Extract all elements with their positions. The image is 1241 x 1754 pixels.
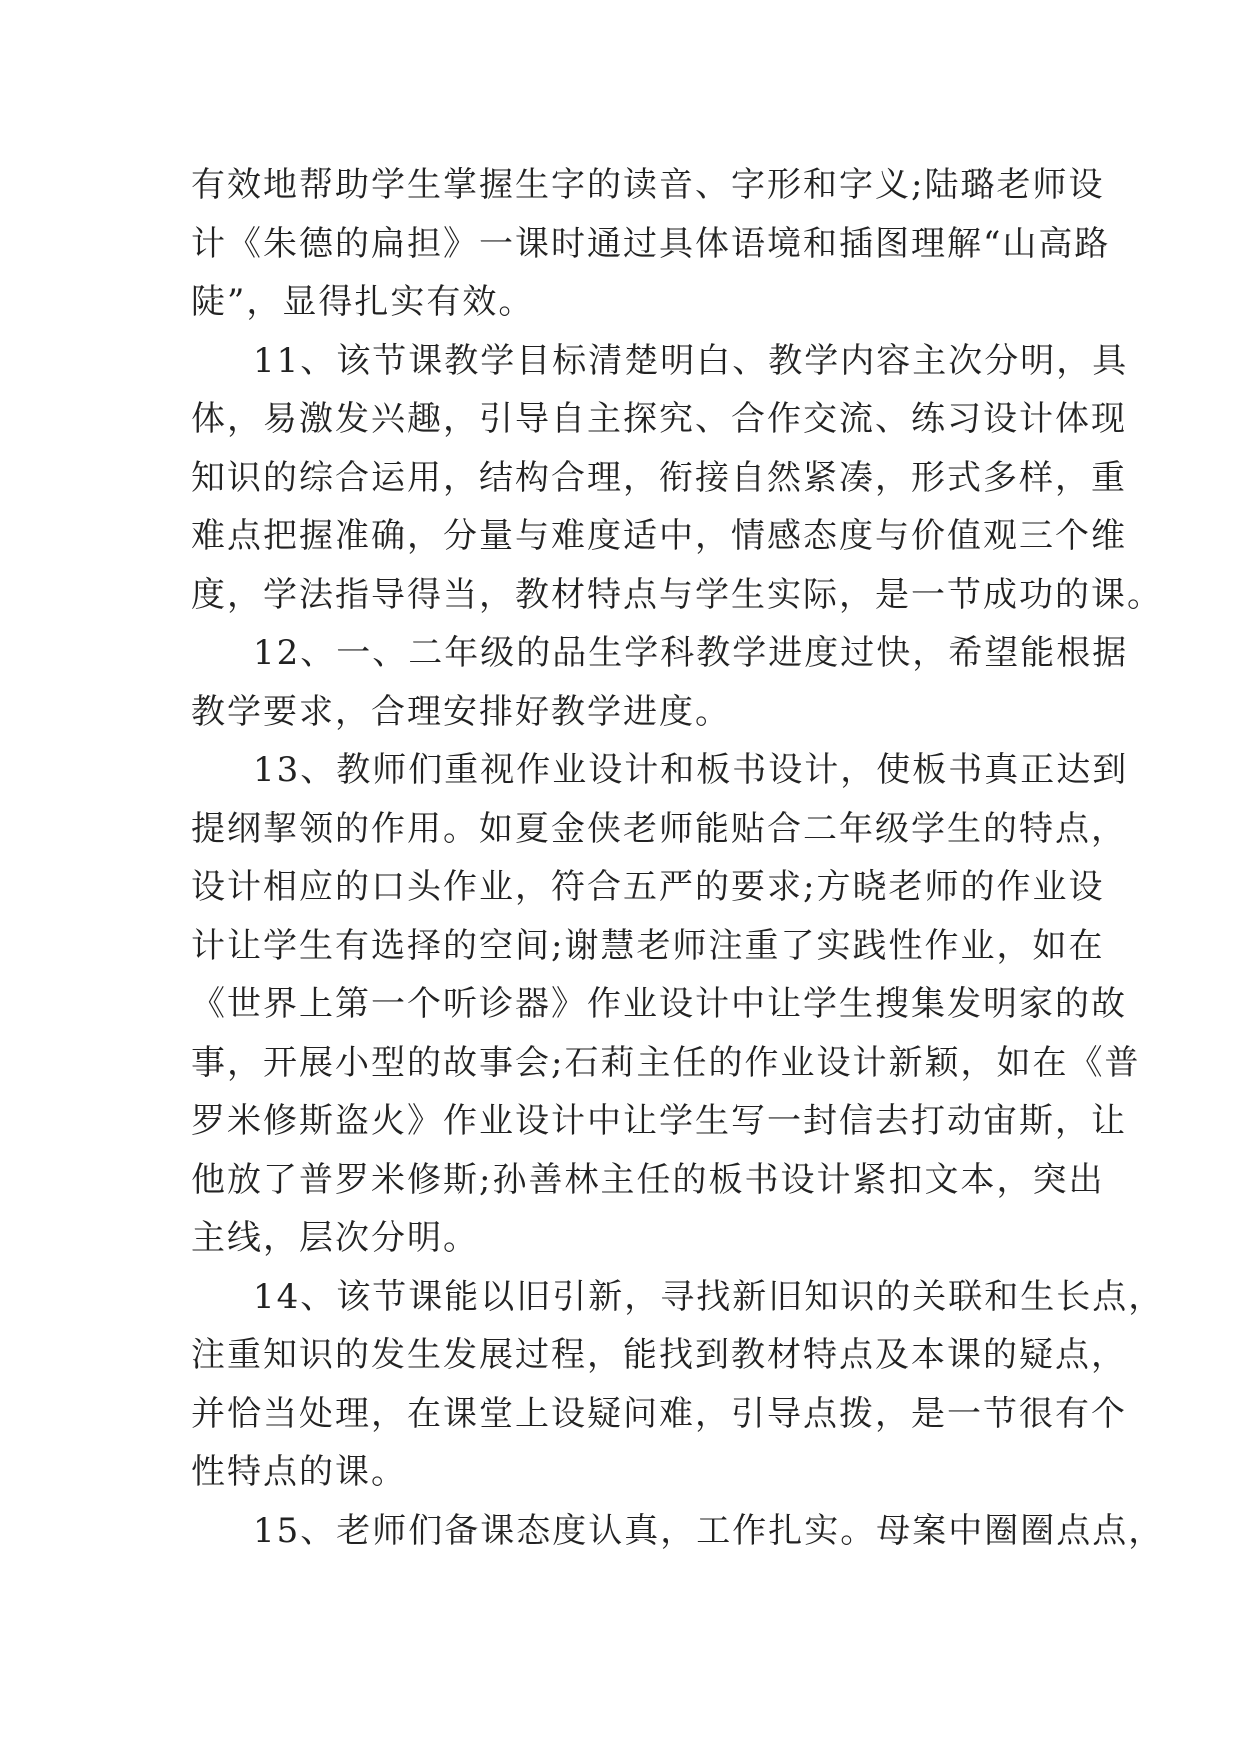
text-line: 计《朱德的扁担》一课时通过具体语境和插图理解“山高路: [191, 223, 1111, 264]
paragraph-12-start: 12、一、二年级的品生学科教学进度过快，希望能根据: [253, 633, 1129, 673]
text-line: 陡”，显得扎实有效。: [191, 282, 535, 322]
text-line: 计让学生有选择的空间;谢慧老师注重了实践性作业，如在: [191, 925, 1105, 966]
text-line: 有效地帮助学生掌握生字的读音、字形和字义;陆璐老师设: [191, 165, 1105, 205]
text-line: 提纲挈领的作用。如夏金侠老师能贴合二年级学生的特点，: [191, 808, 1127, 849]
text-line: 注重知识的发生发展过程，能找到教材特点及本课的疑点，: [191, 1335, 1127, 1375]
text-line: 事，开展小型的故事会;石莉主任的作业设计新颖，如在《普: [191, 1042, 1141, 1083]
text-line: 《世界上第一个听诊器》作业设计中让学生搜集发明家的故: [191, 984, 1127, 1024]
text-line: 度，学法指导得当，教材特点与学生实际，是一节成功的课。: [191, 574, 1163, 615]
paragraph-11-start: 11、该节课教学目标清楚明白、教学内容主次分明，具: [253, 340, 1129, 381]
text-line: 设计相应的口头作业，符合五严的要求;方晓老师的作业设: [191, 867, 1105, 907]
text-line: 并恰当处理，在课堂上设疑问难，引导点拨，是一节很有个: [191, 1393, 1127, 1434]
text-line: 主线，层次分明。: [191, 1218, 479, 1258]
text-line: 知识的综合运用，结构合理，衔接自然紧凑，形式多样，重: [191, 457, 1127, 498]
text-line: 难点把握准确，分量与难度适中，情感态度与价值观三个维: [191, 516, 1127, 556]
text-line: 罗米修斯盗火》作业设计中让学生写一封信去打动宙斯，让: [191, 1101, 1127, 1141]
paragraph-15-start: 15、老师们备课态度认真，工作扎实。母案中圈圈点点，: [253, 1510, 1165, 1551]
text-line: 体，易激发兴趣，引导自主探究、合作交流、练习设计体现: [191, 399, 1127, 439]
text-line: 教学要求，合理安排好教学进度。: [191, 691, 731, 732]
text-line: 他放了普罗米修斯;孙善林主任的板书设计紧扣文本，突出: [191, 1159, 1105, 1200]
paragraph-13-start: 13、教师们重视作业设计和板书设计，使板书真正达到: [253, 750, 1129, 790]
text-line: 性特点的课。: [191, 1452, 407, 1492]
body-text: [191, 156, 1165, 1560]
paragraph-14-start: 14、该节课能以旧引新，寻找新旧知识的关联和生长点，: [253, 1276, 1165, 1317]
